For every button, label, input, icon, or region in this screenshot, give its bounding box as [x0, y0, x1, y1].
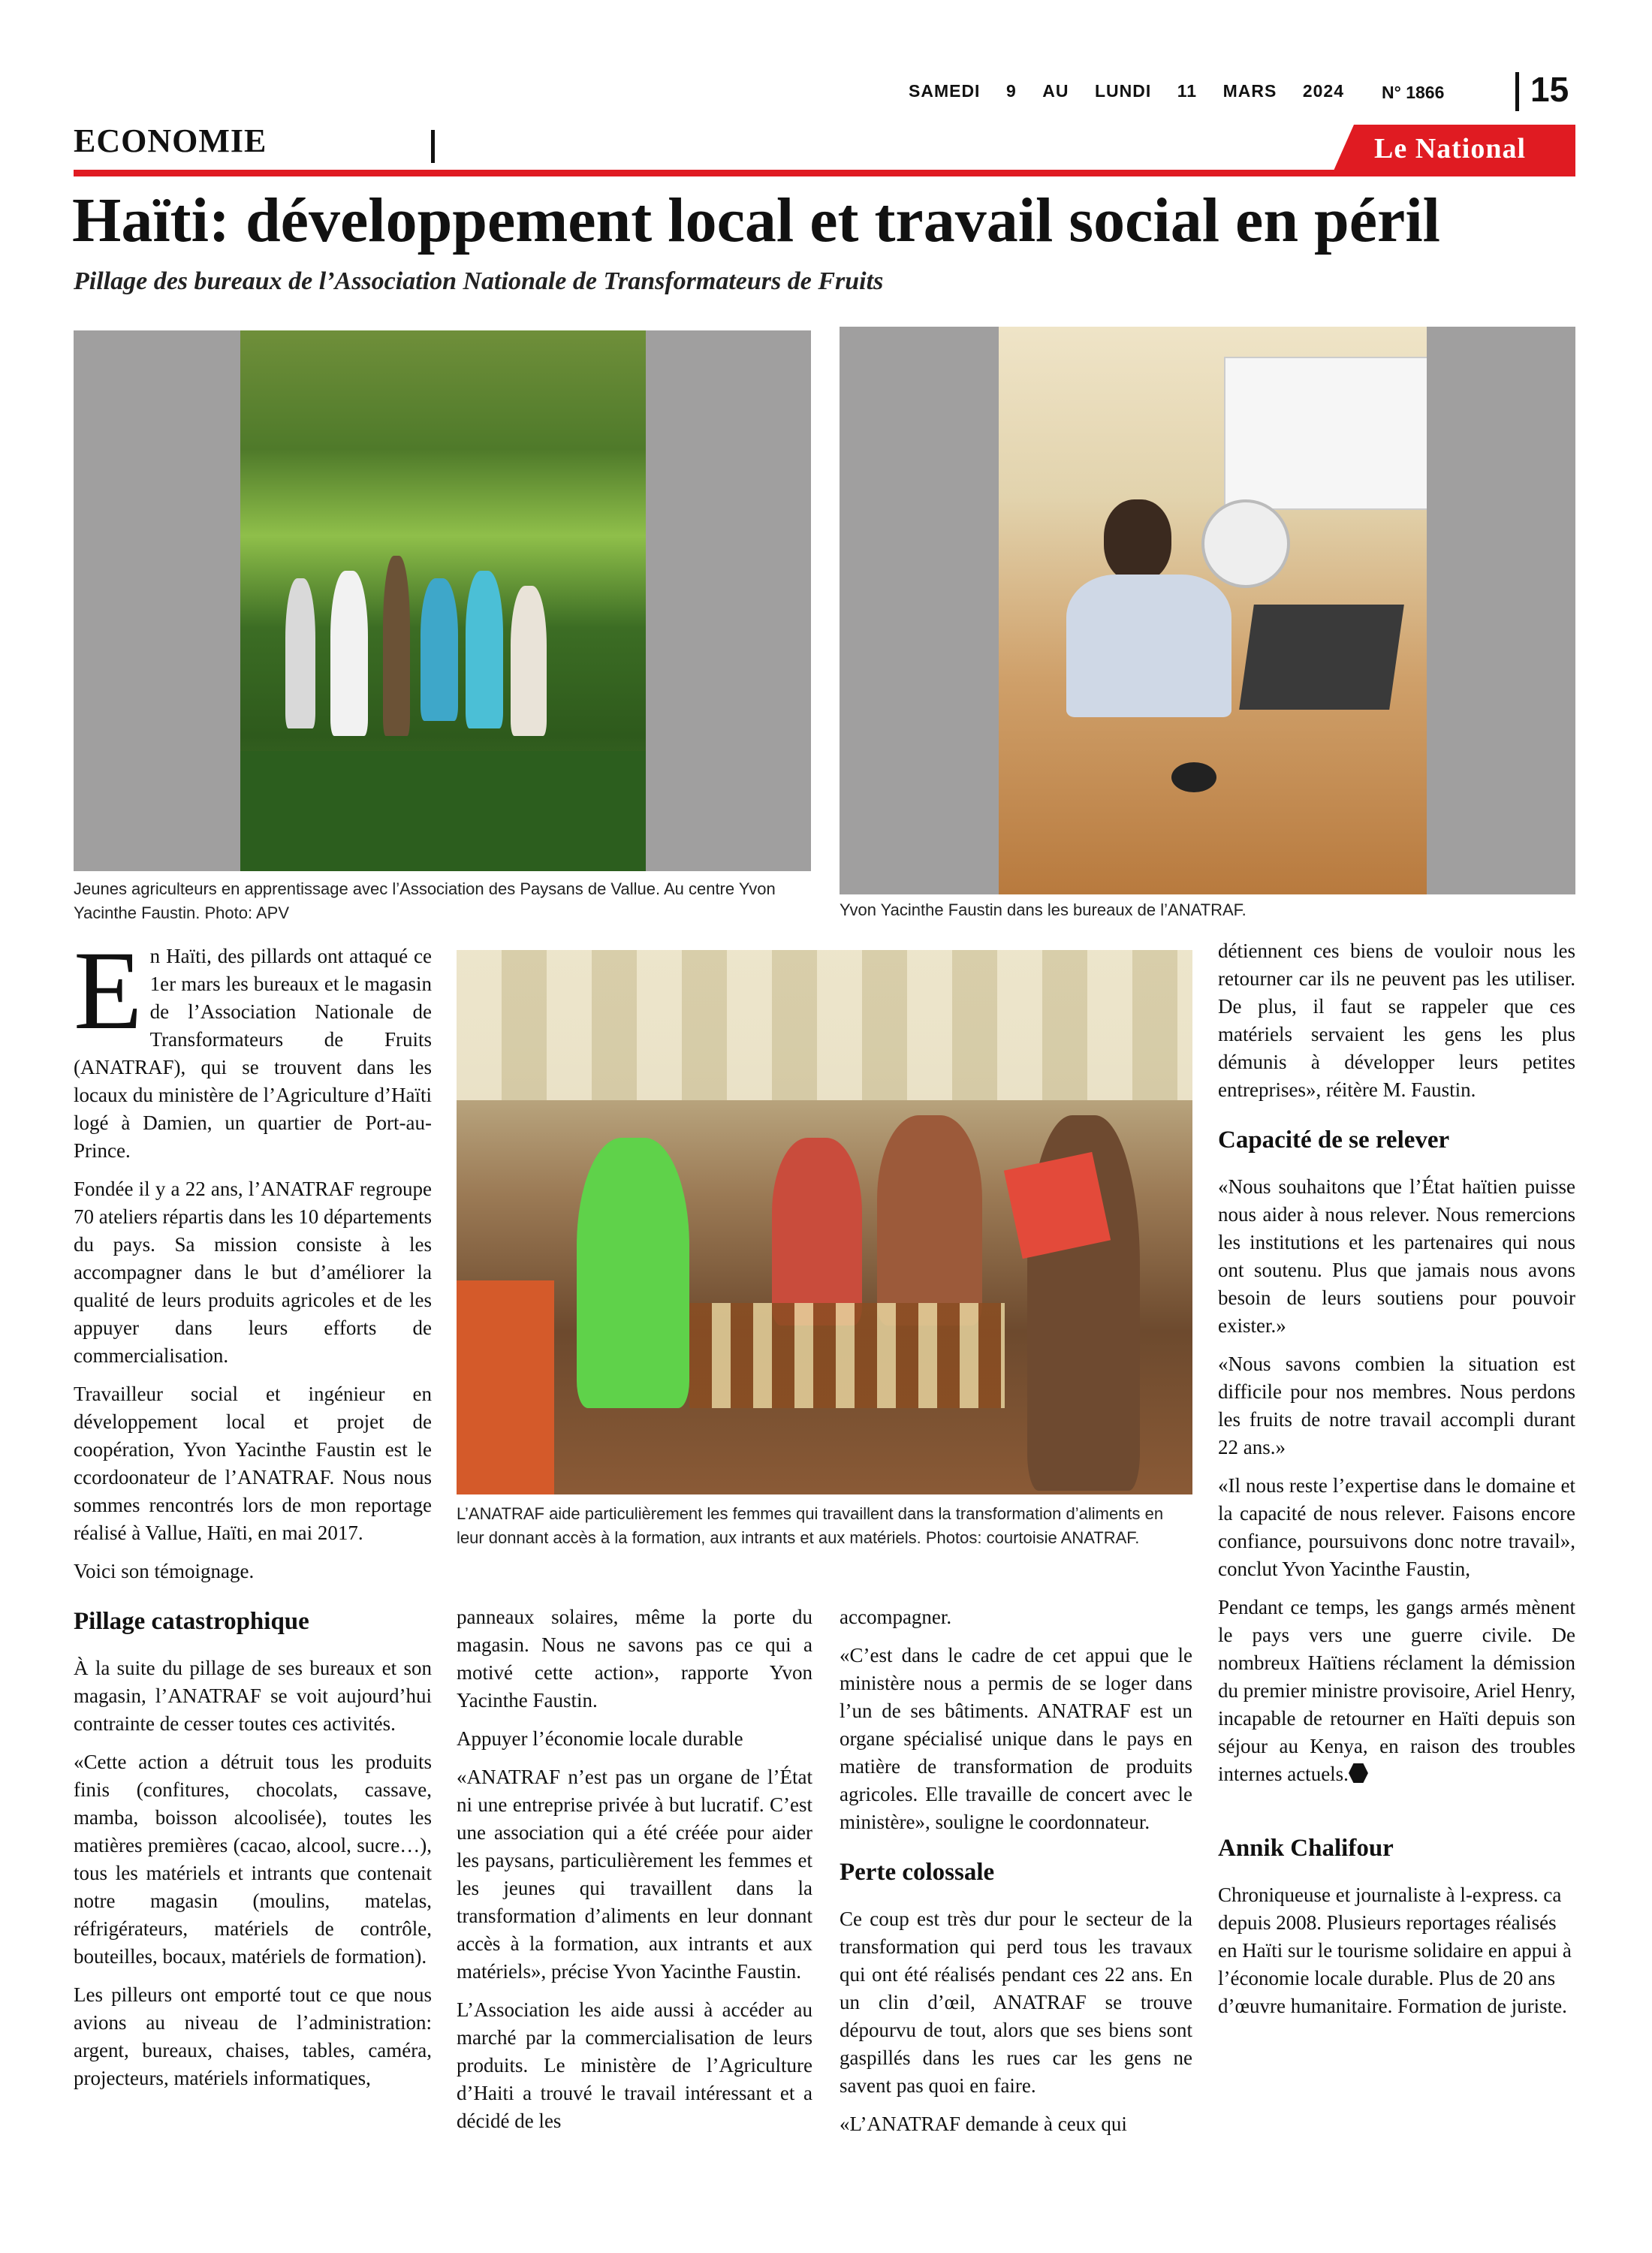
date-day-end: 11: [1177, 81, 1198, 101]
paragraph: «Nous savons combien la situation est difficile pour nos membres. Nous perdons les fruits de notre travail accompli durant 22 ans.»: [1218, 1353, 1575, 1458]
date-year: 2024: [1302, 81, 1344, 101]
subheading-pillage: Pillage catastrophique: [74, 1608, 309, 1635]
paragraph: L’Association les aide aussi à accéder au marché par la commercialisation de leurs produits. Le ministère de l’Agriculture d’Haiti a trouvé le travail intéressant et a décidé de les: [457, 1998, 812, 2132]
section-label: ECONOMIE: [74, 122, 267, 159]
dropcap: E: [74, 928, 143, 1053]
photo3-caption: L’ANATRAF aide particulièrement les femmes qui travaillent dans la transformation d’aliments en leur donnant accès à la formation, aux intrants et aux matériels. Photos: courtoisie ANATRAF.: [457, 1504, 1164, 1547]
paragraph: «Cette action a détruit tous les produits finis (confitures, chocolats, cassave, mamba, boisson alcoolisée), toutes les matières premières (cacao, alcool, sucre…), tous les matériels et intrants que contenait notre magasin (moulins, matelas, réfrigérateurs, matériels de contrôle, bouteilles, bocaux, matériels de formation).: [74, 1751, 432, 1968]
closing-paragraph: [1218, 1594, 1575, 1788]
end-of-article-icon: [1349, 1763, 1368, 1783]
paragraph: À la suite du pillage de ses bureaux et son magasin, l’ANATRAF se voit aujourd’hui contrainte de cesser toutes ces activités.: [74, 1657, 432, 1735]
paragraph: Fondée il y a 22 ans, l’ANATRAF regroupe 70 ateliers répartis dans les 10 départements du pays. Sa mission consiste à les accompagner dans le but d’améliorer la qualité de leurs produits agricoles et de les appuyer dans leurs efforts de commercialisation.: [74, 1178, 432, 1367]
paragraph: accompagner.: [840, 1606, 952, 1628]
paragraph: «L’ANATRAF demande à ceux qui: [840, 2113, 1127, 2135]
paragraph: «Nous souhaitons que l’État haïtien puisse nous aider à nous relever. Nous remercions les institutions et les partenaires qui nous ont soutenu. Plus que jamais nous avons besoin de leurs soutiens pour pouvoir exister.»: [1218, 1175, 1575, 1337]
photo-farmers: [240, 330, 646, 871]
brand-name: Le National: [1374, 133, 1527, 164]
photo-office: [999, 327, 1427, 894]
author-name: Annik Chalifour: [1218, 1835, 1394, 1862]
subheading-capacite: Capacité de se relever: [1218, 1126, 1450, 1154]
author-bio: Chroniqueuse et journaliste à l-express. ca depuis 2008. Plusieurs reportages réalisés en Haïti sur le tourisme solidaire en appui à l’économie locale durable. Plus de 20 ans d’œuvre humanitaire. Formation de juriste.: [1218, 1884, 1572, 2017]
photo1-caption: Jeunes agriculteurs en apprentissage avec l’Association des Paysans de Vallue. Au centre Yvon Yacinthe Faustin. Photo: APV: [74, 879, 776, 922]
paragraph: Travailleur social et ingénieur en développement local et projet de coopération, Yvon Yacinthe Faustin est le ccordoonateur de l’ANATRAF. Nous nous sommes rencontrés lors de mon reportage réalisé à Vallue, Haïti, en mai 2017.: [74, 1383, 432, 1544]
article-column-3: [840, 1603, 1192, 2149]
date-weekday-start: SAMEDI: [909, 81, 981, 101]
issue-number: N° 1866: [1382, 83, 1445, 102]
paragraph: Voici son témoignage.: [74, 1560, 255, 1582]
paragraph: Ce coup est très dur pour le secteur de la transformation qui perd tous les travaux qui ont été réalisés pendant ces 22 ans. En un clin d’œil, ANATRAF se trouve dépourvu de tout, alors que ses biens sont gaspillés dans les rues car les gens ne savent pas quoi en faire.: [840, 1908, 1192, 2097]
paragraph: panneaux solaires, même la porte du magasin. Nous ne savons pas ce qui a motivé cette action», rapporte Yvon Yacinthe Faustin.: [457, 1606, 812, 1712]
article-column-2: [457, 1603, 812, 2146]
closing-text: Pendant ce temps, les gangs armés mènent le pays vers une guerre civile. De nombreux Haïtiens réclament la démission du premier ministre provisoire, Ariel Henry, incapable de retourner en Haïti depuis son séjour au Kenya, en raison des troubles internes actuels.: [1218, 1596, 1575, 1785]
section-divider: [431, 130, 435, 163]
page-number: 15: [1530, 70, 1569, 109]
headline: Haïti: développement local et travail social en péril: [72, 185, 1440, 255]
paragraph: Appuyer l’économie locale durable: [457, 1727, 743, 1750]
paragraph: détiennent ces biens de vouloir nous les retourner car ils ne peuvent pas les utiliser. De plus, il faut se rappeler que ces matériels servaient les gens les plus démunis à développer leurs petites entreprises», réitère M. Faustin.: [1218, 940, 1575, 1101]
lead-text: n Haïti, des pillards ont attaqué ce 1er mars les bureaux et le magasin de l’Association Nationale de Transformateurs de Fruits (ANATRAF), qui se trouvent dans les locaux du ministère de l’Agriculture d’Haïti logé à Damien, un quartier de Port-au-Prince.: [74, 945, 432, 1162]
date-weekday-end: LUNDI: [1094, 81, 1152, 101]
page-number-divider: [1515, 72, 1519, 111]
article-column-1: [74, 928, 432, 2103]
paragraph: Les pilleurs ont emporté tout ce que nous avions au niveau de l’administration: argent, bureaux, chaises, tables, caméra, projecteurs, matériels informatiques,: [74, 1983, 432, 2089]
paragraph: «C’est dans le cadre de cet appui que le ministère nous a permis de se loger dans l’un de ses bâtiments. ANATRAF est un organe spécialisé unique dans le pays en matière de transformation de produits agricoles. Elle travaille de concert avec le ministère», souligne le coordonnateur.: [840, 1644, 1192, 1833]
subheading-perte: Perte colossale: [840, 1859, 995, 1886]
paragraph: «Il nous reste l’expertise dans le domaine et la capacité de nous relever. Faisons encore confiance, poursuivons donc notre travail», conclut Yvon Yacinthe Faustin,: [1218, 1474, 1575, 1580]
date-day-start: 9: [1005, 81, 1017, 101]
date-connector: AU: [1042, 81, 1069, 101]
article-column-4: [1218, 937, 1575, 2031]
photo-market: [457, 950, 1192, 1494]
lead-paragraph: [74, 928, 432, 1165]
issue-date: [909, 81, 1344, 101]
paragraph: «ANATRAF n’est pas un organe de l’État ni une entreprise privée à but lucratif. C’est une association qui a été créée pour aider les paysans, particulièrement les femmes et les jeunes qui travaillent dans la transformation d’aliments en leur donnant accès à la formation, aux intrants et aux matériels», précise Yvon Yacinthe Faustin.: [457, 1766, 812, 1983]
deck: Pillage des bureaux de l’Association Nationale de Transformateurs de Fruits: [74, 267, 884, 295]
date-month: MARS: [1222, 81, 1277, 101]
photo2-caption: Yvon Yacinthe Faustin dans les bureaux de l’ANATRAF.: [840, 900, 1247, 919]
